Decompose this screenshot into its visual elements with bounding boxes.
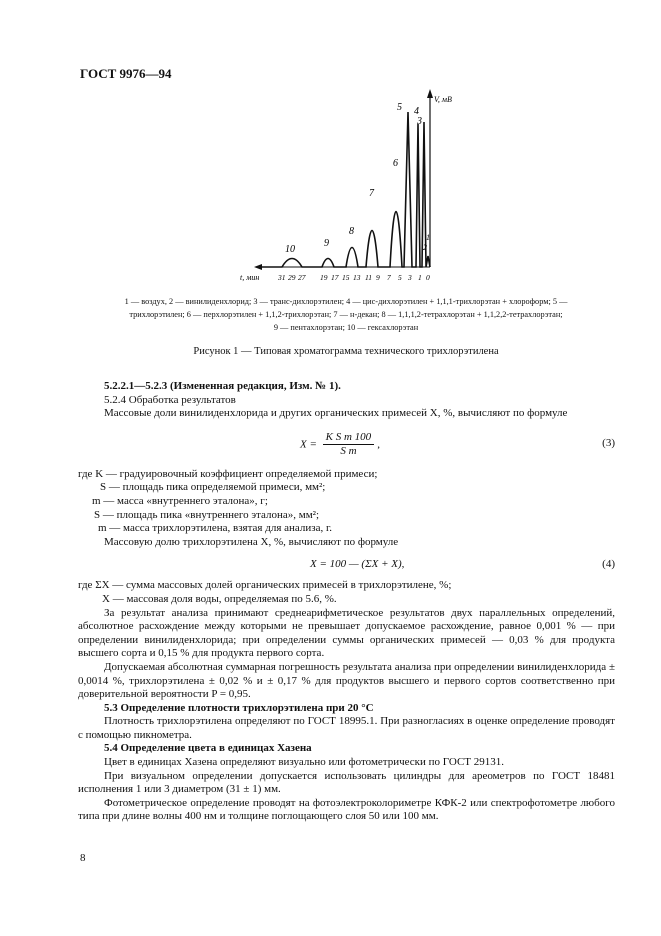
peak-label-10: 10 xyxy=(285,244,295,255)
peak-label-9: 9 xyxy=(324,238,329,249)
peak-label-5: 5 xyxy=(397,102,402,113)
peak-label-7: 7 xyxy=(369,188,374,199)
formula-4 xyxy=(78,554,615,576)
peak-label-6: 6 xyxy=(393,158,398,169)
x-axis-arrow xyxy=(254,264,262,270)
formula-3-lhs: X = xyxy=(300,438,320,451)
x-tick: 3 xyxy=(408,273,412,282)
section-title-5-4: 5.4 Определение цвета в единицах Хазена xyxy=(104,742,312,755)
peak-label-4: 4 xyxy=(414,106,419,117)
figure-legend xyxy=(76,295,616,334)
x-tick-labels xyxy=(277,273,430,282)
peak-label-3: 3 xyxy=(417,116,422,127)
section-title-5-3: 5.3 Определение плотности трихлорэтилена при 20 °С xyxy=(104,701,374,714)
definition: m — масса трихлорэтилена, взятая для анализа, г. xyxy=(98,522,333,535)
x-tick: 17 xyxy=(331,273,339,282)
definition: S — площадь пика определяемой примеси, мм²; xyxy=(100,481,326,494)
definition: S — площадь пика «внутреннего эталона», мм²; xyxy=(94,508,320,521)
paragraph: За результат анализа принимают среднеарифметическое результатов двух параллельных определений, абсолютное расхождение между которыми не превышает допускаемое расхождение, равное 0,001 % — при определении винилиденхлорида; при определении суммы органических примесей — 0,03 % для продукта высшего сорта и 0,15 % для продукта первого сорта. xyxy=(78,606,615,660)
x-tick: 9 xyxy=(376,273,380,282)
chromatogram-figure xyxy=(240,86,452,282)
paragraph: Массовую долю трихлорэтилена X, %, вычисляют по формуле xyxy=(104,535,399,548)
formula-4-expression: X = 100 — (ΣX + X), xyxy=(310,558,405,571)
definition: X — массовая доля воды, определяемая по 5.6, %. xyxy=(102,592,337,605)
x-tick: 29 xyxy=(288,273,296,282)
legend-line: трихлорэтилен; 6 — перхлорэтилен + 1,1,2-трихлорэтан; 7 — н-декан; 8 — 1,1,1,2-тетрахлорэтан + 1,1,2,2-тетрахлорэтан; xyxy=(129,310,563,319)
x-tick: 19 xyxy=(320,273,328,282)
definition: где K — градуировочный коэффициент определяемой примеси; xyxy=(78,467,378,480)
definition: m — масса «внутреннего эталона», г; xyxy=(92,494,268,507)
chromatogram-trace xyxy=(258,112,430,267)
x-tick: 0 xyxy=(426,273,430,282)
x-axis-label: t, мин xyxy=(240,273,260,282)
definition: где ΣX — сумма массовых долей органических примесей в трихлорэтилене, %; xyxy=(78,579,452,592)
paragraph: Массовые доли винилиденхлорида и других органических примесей X, %, вычисляют по формуле xyxy=(104,407,568,420)
x-tick: 13 xyxy=(353,273,361,282)
document-body xyxy=(78,380,615,824)
x-tick: 27 xyxy=(298,273,306,282)
x-tick: 5 xyxy=(398,273,402,282)
formula-3-definitions xyxy=(78,468,615,536)
page-number: 8 xyxy=(80,852,86,864)
paragraph: Фотометрическое определение проводят на фотоэлектроколориметре КФК-2 или спектрофотометре любого типа при длине волны 400 нм и толщине поглощающего слоя 50 или 100 мм. xyxy=(78,796,615,823)
paragraph: Плотность трихлорэтилена определяют по ГОСТ 18995.1. При разногласиях в оценке определение проводят с помощью пикнометра. xyxy=(78,715,615,741)
section-title-5-2-4: 5.2.4 Обработка результатов xyxy=(104,393,236,406)
peak-label-8: 8 xyxy=(349,226,354,237)
legend-line: 1 — воздух, 2 — винилиденхлорид; 3 — транс-дихлорэтилен; 4 — цис-дихлорэтилен + 1,1,1-трихлорэтан + хлороформ; 5 — xyxy=(124,297,568,306)
peak-label-2: 2 xyxy=(423,243,427,252)
peak-label-1: 1 xyxy=(426,233,430,242)
formula-3-number: (3) xyxy=(602,436,615,449)
paragraph: При визуальном определении допускается использовать цилиндры для ареометров по ГОСТ 18481 исполнения 1 или 3 диаметром (31 ± 1) мм. xyxy=(78,769,615,796)
paragraph: Цвет в единицах Хазена определяют визуально или фотометрически по ГОСТ 29131. xyxy=(104,756,505,769)
x-tick: 7 xyxy=(387,273,391,282)
x-tick: 31 xyxy=(278,273,286,282)
formula-3-denominator: S m xyxy=(340,445,357,458)
y-axis-arrow xyxy=(427,89,433,98)
figure-caption: Рисунок 1 — Типовая хроматограмма технического трихлорэтилена xyxy=(193,346,499,357)
document-header: ГОСТ 9976—94 xyxy=(80,66,172,81)
formula-3-expression: X = $\frac{\text{K S m 100}}{\text{S m}}$ , xyxy=(300,430,380,458)
x-tick: 11 xyxy=(365,273,372,282)
x-tick: 15 xyxy=(342,273,350,282)
amendment-note: 5.2.2.1—5.2.3 (Измененная редакция, Изм. № 1). xyxy=(104,380,341,392)
paragraph: Допускаемая абсолютная суммарная погрешность результата анализа при определении винилиденхлорида ± 0,0014 %, трихлорэтилена ± 0,02 % и ± 0,17 % для продуктов высшего и первого сортов соответственно при доверительной вероятности P = 0,95. xyxy=(78,660,615,701)
formula-4-definitions xyxy=(78,579,615,606)
x-tick: 1 xyxy=(418,273,422,282)
formula-3-numerator: K S m 100 xyxy=(323,431,375,446)
legend-line: 9 — пентахлорэтан; 10 — гексахлорэтан xyxy=(273,323,419,332)
formula-3 xyxy=(78,425,615,465)
y-axis-label: V, мВ xyxy=(434,95,452,104)
formula-4-number: (4) xyxy=(602,558,615,571)
formula-3-fraction xyxy=(323,431,375,459)
